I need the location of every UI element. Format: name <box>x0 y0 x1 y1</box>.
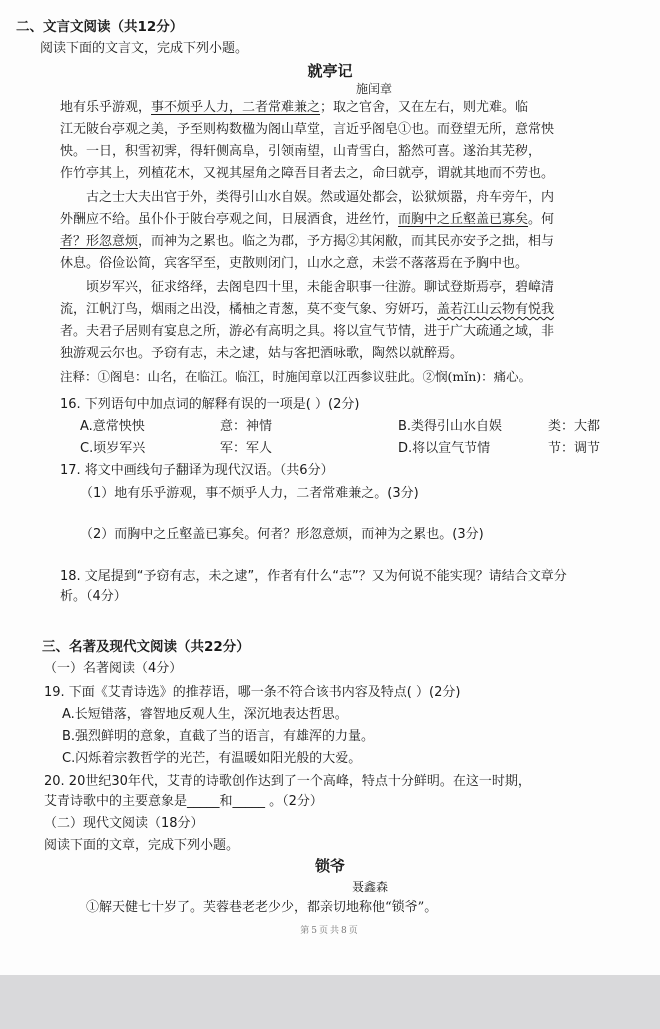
subsection-heading: （二）现代文阅读（18分） <box>44 816 204 831</box>
option-d: D.将以宣气节情 <box>398 441 491 456</box>
passage-line: 外酬应不给。虽仆仆于陂台亭观之间，日展酒食，进丝竹，而胸中之丘壑盖已寡矣。何 <box>60 212 555 227</box>
passage-line: 流，江帆汀鸟，烟雨之出没，橘柚之青葱，莫不变气象、穷妍巧，盖若江山云物有悦我 <box>60 302 555 317</box>
option-b: B.类得引山水自娱 <box>398 419 503 434</box>
passage-title: 就亭记 <box>307 62 353 80</box>
passage-line: 古之士大夫出官于外，类得引山水自娱。然或逼处都会，讼狱烦嚣，舟车旁午，内 <box>86 190 555 205</box>
viewer-bottom-bar <box>0 975 660 1029</box>
section-heading: 二、文言文阅读（共12分） <box>16 19 184 35</box>
section-instruction: 阅读下面的文章，完成下列小题。 <box>44 838 240 853</box>
passage-line: 独游观云尔也。予窃有志，未之逮，姑与客把酒咏歌，陶然以就醉焉。 <box>60 346 464 361</box>
option-b-gloss: 类：大都 <box>548 419 601 434</box>
option-c-gloss: 军：军人 <box>220 441 273 456</box>
passage-line: ①解天健七十岁了。芙蓉巷老老少少，都亲切地称他“锁爷”。 <box>86 900 438 915</box>
option-b: B.强烈鲜明的意象，直截了当的语言，有雄浑的力量。 <box>62 729 375 744</box>
option-a: A.长短错落，睿智地反观人生，深沉地表达哲思。 <box>62 707 348 722</box>
question-17-sentence-1: （1）地有乐乎游观，事不烦乎人力，二者常难兼之。(3分) <box>80 486 419 501</box>
wavy-underlined-sentence: 盖若江山云物有悦我 <box>437 302 555 317</box>
passage-line: 地有乐乎游观，事不烦乎人力，二者常难兼之；取之官舍，又在左右，则尤难。临 <box>60 100 529 115</box>
option-a-gloss: 意：神情 <box>220 419 273 434</box>
question-20-stem: 20. 20世纪30年代，艾青的诗歌创作达到了一个高峰，特点十分鲜明。在这一时期， <box>44 774 531 789</box>
question-20-stem-cont: 艾青诗歌中的主要意象是_____和_____ 。（2分） <box>44 794 323 809</box>
underlined-sentence: 者？形忽意烦 <box>60 234 139 249</box>
question-19-stem: 19. 下面《艾青诗选》的推荐语，哪一条不符合该书内容及特点( ）(2分) <box>44 685 461 700</box>
passage-line: 怏。一日，积雪初霁，得轩侧高阜，引领南望，山青雪白，豁然可喜。遂治其芜秽， <box>60 144 542 159</box>
underlined-sentence: 事不烦乎人力，二者常难兼之 <box>151 100 321 115</box>
option-c: C.闪烁着宗教哲学的光芒，有温暖如阳光般的大爱。 <box>62 751 362 766</box>
passage-line: 作竹亭其上，列植花木，又视其屋角之障吾目者去之，命曰就亭，谓就其地而不劳也。 <box>60 166 555 181</box>
passage-line: 者？形忽意烦，而神为之累也。临之为郡，予方揭②其闲敝，而其民亦安予之拙，相与 <box>60 234 555 249</box>
question-17-sentence-2: （2）而胸中之丘壑盖已寡矣。何者？形忽意烦，而神为之累也。(3分) <box>80 527 484 542</box>
underlined-sentence: 而胸中之丘壑盖已寡矣 <box>398 212 529 227</box>
page-footer: 第5页共8页 <box>300 926 360 936</box>
question-17-stem: 17. 将文中画线句子翻译为现代汉语。（共6分） <box>60 463 334 478</box>
option-d-gloss: 节：调节 <box>548 441 601 456</box>
annotation-note: 注释：①阁皂：山名，在临江。临江，时施闰章以江西参议驻此。②悯(mǐn)：痛心。 <box>60 369 532 384</box>
section-heading: 三、名著及现代文阅读（共22分） <box>42 639 250 655</box>
passage-title: 锁爷 <box>314 857 345 875</box>
passage-line: 江无陂台亭观之美，予至则构数楹为阁山草堂，言近乎阁皂①也。而登望无所，意常怏 <box>60 122 555 137</box>
question-18-stem-cont: 析。（4分） <box>60 589 127 604</box>
section-instruction: 阅读下面的文言文，完成下列小题。 <box>40 41 249 56</box>
question-18-stem: 18. 文尾提到“予窃有志，未之逮”，作者有什么“志”？又为何说不能实现？请结合文章分 <box>60 569 567 584</box>
option-c: C.顷岁军兴 <box>80 441 146 456</box>
passage-author: 施闰章 <box>356 82 393 96</box>
passage-line: 顷岁军兴，征求络绎，去阁皂四十里，未能舍职事一往游。聊试登斯焉亭，碧嶂清 <box>86 280 555 295</box>
subsection-heading: （一）名著阅读（4分） <box>44 661 183 676</box>
option-a: A.意常怏怏 <box>80 419 145 434</box>
passage-line: 休息。俗俭讼简，宾客罕至，吏散则闭门，山水之意，未尝不落落焉在予胸中也。 <box>60 256 529 271</box>
passage-author: 聂鑫森 <box>352 880 389 894</box>
passage-line: 者。夫君子居则有宴息之所，游必有高明之具。将以宣气节情，进于广大疏通之域，非 <box>60 324 555 339</box>
question-16-stem: 16. 下列语句中加点词的解释有误的一项是( ）(2分) <box>60 397 360 412</box>
